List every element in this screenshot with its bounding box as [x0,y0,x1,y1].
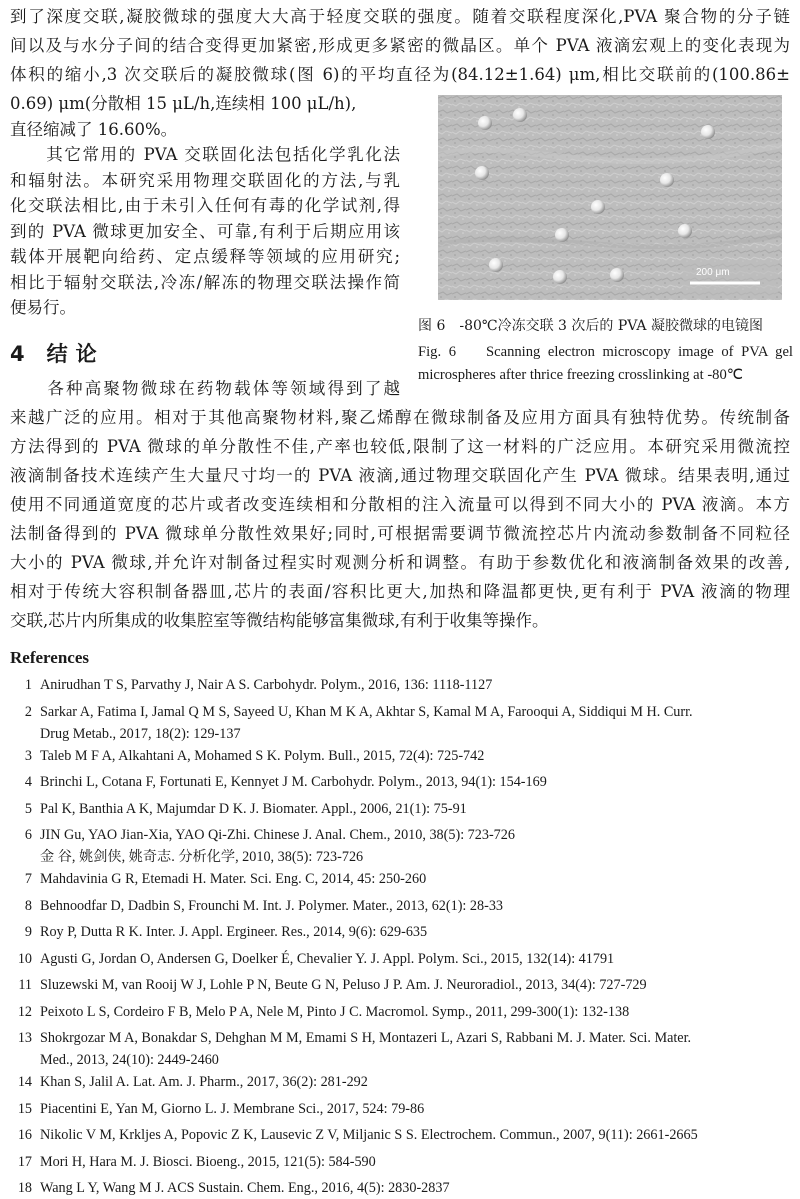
reference-number: 1 [24,677,32,693]
reference-number: 3 [24,747,32,764]
figure-caption-cn: 图 6 -80℃冷冻交联 3 次后的 PVA 凝胶微球的电镜图 [418,318,763,334]
reference-text: Med., 2013, 24(10): 2449-2460 [40,1052,219,1068]
body-line: 液滴制备技术连续产生大量尺寸均一的 PVA 液滴,通过物理交联固化产生 PVA 微球。结果表明,通过 [10,466,790,485]
reference-text: Agusti G, Jordan O, Andersen G, Doelker É, Chevalier Y. J. Appl. Polym. Sci., 2015, 132(14): 41791 [40,950,615,967]
reference-text: Piacentini E, Yan M, Giorno L. J. Membrane Sci., 2017, 524: 79-86 [40,1100,425,1117]
reference-text: Pal K, Banthia A K, Majumdar D K. J. Biomater. Appl., 2006, 21(1): 75-91 [40,800,467,817]
reference-number: 4 [24,774,32,790]
reference-number: 8 [24,897,32,914]
reference-number: 9 [24,924,32,940]
reference-number: 14 [17,1074,32,1090]
body-line: 来越广泛的应用。相对于其他高聚物材料,聚乙烯醇在微球制备及应用方面具有独特优势。传统制备 [10,408,790,427]
body-line: 相对于传统大容积制备器皿,芯片的表面/容积比更大,加热和降温都更快,更有利于 PVA 液滴的物理 [10,582,790,601]
body-line: 间以及与水分子间的结合变得更加紧密,形成更多紧密的微晶区。单个 PVA 液滴宏观上的变化表现为 [10,36,790,55]
reference-text: Taleb M F A, Alkahtani A, Mohamed S K. Polym. Bull., 2015, 72(4): 725-742 [40,747,485,764]
body-line: 相比于辐射交联法,冷冻/解冻的物理交联法操作简 [10,272,400,292]
section-title: 结论 [46,342,105,366]
reference-number: 7 [24,871,32,887]
body-line: 各种高聚物微球在药物载体等领域得到了越 [10,379,400,398]
section-number: 4 [10,342,25,366]
reference-text: Brinchi L, Cotana F, Fortunati E, Kennyet J M. Carbohydr. Polym., 2013, 94(1): 154-169 [40,774,547,790]
reference-text: Drug Metab., 2017, 18(2): 129-137 [40,725,241,742]
reference-number: 2 [24,703,32,720]
reference-text: Shokrgozar M A, Bonakdar S, Dehghan M M, Emami S H, Montazeri L, Azari S, Rabbani M. J. Mater. Sci. Mater. [40,1030,692,1046]
body-line: 到了深度交联,凝胶微球的强度大大高于轻度交联的强度。随着交联程度深化,PVA 聚合物的分子链 [10,7,790,26]
reference-text: Nikolic V M, Krkljes A, Popovic Z K, Lausevic Z V, Miljanic S S. Electrochem. Commun., 2007, 9(11): 2661-2665 [40,1127,698,1143]
body-line: 方法得到的 PVA 微球的单分散性不佳,产率也较低,限制了这一材料的广泛应用。本研究采用微流控 [10,437,790,456]
scale-bar-label: 200 μm [696,267,730,278]
body-line: 其它常用的 PVA 交联固化法包括化学乳化法 [10,145,400,164]
reference-text: Roy P, Dutta R K. Inter. J. Appl. Ergineer. Res., 2014, 9(6): 629-635 [40,924,428,940]
reference-number: 11 [18,977,32,993]
body-line: 交联,芯片内所集成的收集腔室等微结构能够富集微球,有利于收集等操作。 [10,611,549,630]
reference-text: Khan S, Jalil A. Lat. Am. J. Pharm., 2017, 36(2): 281-292 [40,1074,368,1090]
body-line: 到的 PVA 微球更加安全、可靠,有利于后期应用该 [10,221,400,241]
reference-number: 12 [17,1003,32,1020]
body-line: 便易行。 [10,298,76,317]
reference-number: 13 [17,1030,32,1046]
reference-number: 18 [17,1180,32,1196]
body-line: 载体开展靶向给药、定点缓释等领域的应用研究; [10,247,400,266]
body-line: 使用不同通道宽度的芯片或者改变连续相和分散相的注入流量可以得到不同大小的 PVA 液滴。本方 [10,495,790,514]
body-line: 和辐射法。本研究采用物理交联固化的方法,与乳 [10,170,400,190]
references-heading: References [10,648,89,667]
figure-caption-en: microspheres after thrice freezing crosslinking at -80℃ [418,367,744,383]
sem-image [438,95,782,300]
sem-micrograph [438,95,782,300]
body-line: 直径缩减了 16.60%。 [10,119,178,139]
body-line: 化交联法相比,由于未引入任何有毒的化学试剂,得 [10,196,400,215]
reference-text: JIN Gu, YAO Jian-Xia, YAO Qi-Zhi. Chinese J. Anal. Chem., 2010, 38(5): 723-726 [40,827,515,843]
body-line: 0.69) μm(分散相 15 μL/h,连续相 100 μL/h), [10,94,357,113]
reference-number: 5 [24,800,32,817]
reference-text: Behnoodfar D, Dadbin S, Frounchi M. Int. J. Polymer. Mater., 2013, 62(1): 28-33 [40,897,504,914]
figure-caption-en: Fig. 6 Scanning electron microscopy image of PVA gel [418,344,793,360]
reference-text: Mori H, Hara M. J. Biosci. Bioeng., 2015, 121(5): 584-590 [40,1153,376,1170]
reference-number: 16 [17,1127,32,1143]
reference-number: 15 [17,1100,32,1117]
reference-text: Sluzewski M, van Rooij W J, Lohle P N, Beute G N, Peluso J P. Am. J. Neuroradiol., 2013, 34(4): 727-729 [40,977,647,993]
reference-text: Wang L Y, Wang M J. ACS Sustain. Chem. Eng., 2016, 4(5): 2830-2837 [40,1180,450,1196]
reference-text: Peixoto L S, Cordeiro F B, Melo P A, Nele M, Pinto J C. Macromol. Symp., 2011, 299-300(1): 132-138 [40,1003,630,1020]
reference-number: 6 [24,827,32,843]
reference-text: Sarkar A, Fatima I, Jamal Q M S, Sayeed U, Khan M K A, Akhtar S, Kamal M A, Farooqui A, Siddiqui M H. Curr. [40,703,693,720]
reference-number: 10 [17,950,32,967]
section-heading [10,340,105,368]
reference-text: 金 谷, 姚剑侠, 姚奇志. 分析化学, 2010, 38(5): 723-726 [40,849,364,865]
reference-text: Mahdavinia G R, Etemadi H. Mater. Sci. Eng. C, 2014, 45: 250-260 [40,871,427,887]
body-line: 法制备得到的 PVA 微球单分散性效果好;同时,可根据需要调节微流控芯片内流动参数制备不同粒径 [10,524,790,543]
reference-number: 17 [17,1153,32,1170]
reference-text: Anirudhan T S, Parvathy J, Nair A S. Carbohydr. Polym., 2016, 136: 1118-1127 [40,677,493,693]
body-line: 体积的缩小,3 次交联后的凝胶微球(图 6)的平均直径为(84.12±1.64) μm,相比交联前的(100.86± [10,65,790,84]
body-line: 大小的 PVA 微球,并允许对制备过程实时观测分析和调整。有助于参数优化和液滴制备效果的改善, [10,553,790,572]
